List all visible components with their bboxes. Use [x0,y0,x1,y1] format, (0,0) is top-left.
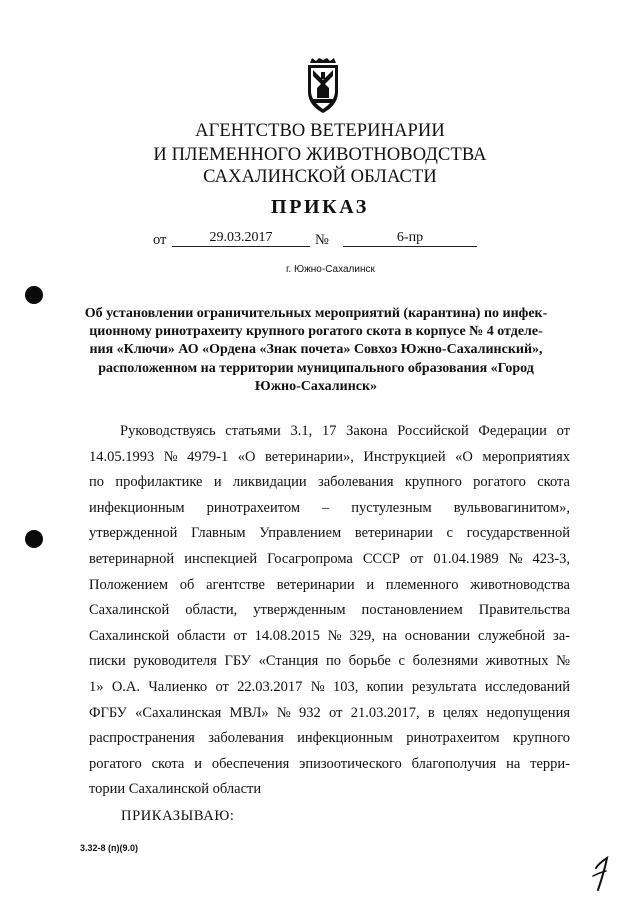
body-line: Положением об агентстве ветеринарии и племенного животноводства [89,576,570,593]
subject-line: Об установлении ограничительных мероприятий (карантина) по инфек- [84,306,548,321]
body-line: ветеринарной инспекцией Госагропрома СССР от 01.04.1989 № 423-3, [89,550,570,567]
city-line: г. Южно-Сахалинск [286,264,375,275]
order-date: 29.03.2017 [172,230,310,247]
body-line: распространения заболевания инфекционным ринотрахеитом крупного [89,730,570,747]
body-line: утвержденной Главным Управлением ветеринарии с государственной [89,525,570,542]
order-date-prefix: от [153,232,167,248]
handwritten-mark-icon [590,856,614,892]
body-line: рогатого скота и обеспечения эпизоотического благополучия на терри- [89,755,570,772]
document-code: 3.32-8 (п)(9.0) [80,843,138,853]
body-line: писки руководителя ГБУ «Станция по борьбе с болезнями животных № [89,653,570,670]
sakhalin-coat-of-arms-icon [303,58,343,114]
agency-name-line-1: АГЕНТСТВО ВЕТЕРИНАРИИ [195,121,445,141]
subject-line: ционному ринотрахеиту крупного рогатого скота в корпусе № 4 отделе- [89,324,543,340]
order-date-number-line [0,230,640,252]
order-subject [66,305,566,396]
subject-line: ния «Ключи» АО «Ордена «Знак почета» Совхоз Южно-Сахалинский», [89,342,543,358]
order-number: 6-пр [343,230,477,247]
order-title: ПРИКАЗ [271,196,369,218]
binder-hole-icon [25,286,43,304]
body-line: 1» О.А. Чалиенко от 22.03.2017 № 103, копии результата исследований [89,678,570,695]
body-line: Руководствуясь статьями 3.1, 17 Закона Российской Федерации от [120,423,570,439]
agency-name-line-2: И ПЛЕМЕННОГО ЖИВОТНОВОДСТВА [153,145,487,165]
body-line: 14.05.1993 № 4979-1 «О ветеринарии», Инструкцией «О мероприятиях [89,448,570,465]
order-preamble [89,419,570,803]
body-line: Сахалинской области от 14.08.2015 № 329, на основании служебной за- [89,627,570,644]
body-line: тории Сахалинской области [89,781,262,798]
agency-name-line-3: САХАЛИНСКОЙ ОБЛАСТИ [203,167,437,187]
body-line: инфекционным ринотрахеитом – пустулезным вульвовагинитом», [89,499,570,516]
subject-line: Южно-Сахалинск» [254,378,378,394]
order-command-word: ПРИКАЗЫВАЮ: [121,808,235,824]
binder-hole-icon [25,530,43,548]
body-line: ФГБУ «Сахалинская МВЛ» № 932 от 21.03.2017, в целях недопущения [89,704,570,721]
body-line: по профилактике и ликвидации заболевания крупного рогатого скота [89,474,570,491]
order-number-sign: № [315,232,329,248]
body-line: Сахалинской области, утвержденным постановлением Правительства [89,602,570,619]
subject-line: расположенном на территории муниципального образования «Город [98,360,534,376]
